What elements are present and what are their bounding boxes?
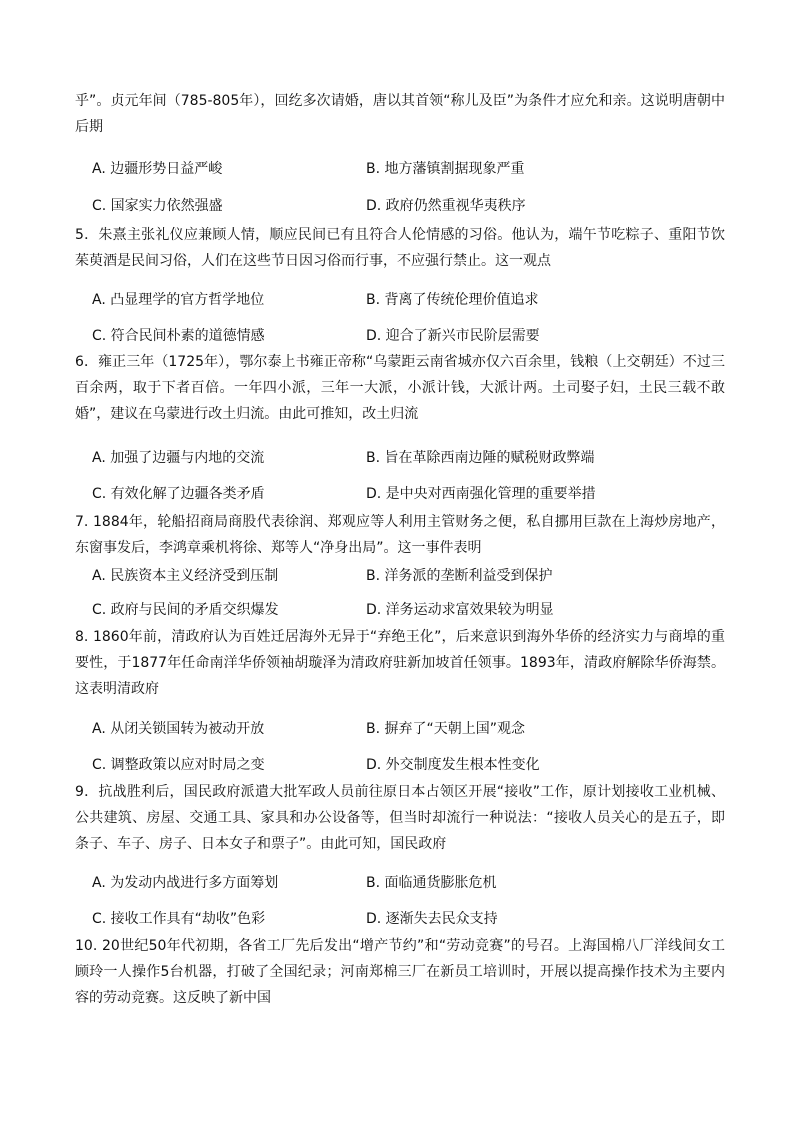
question-6-option-c: C. 有效化解了边疆各类矛盾 — [92, 486, 265, 502]
question-8-option-a: A. 从闭关锁国转为被动开放 — [92, 721, 265, 737]
question-5-option-c: C. 符合民间朴素的道德情感 — [92, 328, 265, 344]
question-9-stem: 9．抗战胜利后，国民政府派遣大批军政人员前往原日本占领区开展“接收”工作，原计划接收工业机械、公共建筑、房屋、交通工具、家具和办公设备等，但当时却流行一种说法：“接收人员关心的是五子，即条子、车子、房子、日本女子和票子”。由此可知，国民政府 — [75, 784, 725, 852]
question-8-option-d: D. 外交制度发生根本性变化 — [366, 757, 540, 773]
question-4-option-c: C. 国家实力依然强盛 — [92, 198, 223, 214]
question-6-option-b: B. 旨在革除西南边陲的赋税财政弊端 — [366, 450, 595, 466]
question-7-stem: 7. 1884年，轮船招商局商股代表徐润、郑观应等人利用主管财务之便，私自挪用巨款在上海炒房地产，东窗事发后，李鸿章乘机将徐、郑等人“净身出局”。这一事件表明 — [75, 514, 725, 556]
question-7-option-b: B. 洋务派的垄断利益受到保护 — [366, 568, 553, 584]
question-5-stem: 5．朱熹主张礼仪应兼顾人情，顺应民间已有且符合人伦情感的习俗。他认为，端午节吃粽子、重阳节饮茱萸酒是民间习俗，人们在这些节日因习俗而行事，不应强行禁止。这一观点 — [75, 227, 725, 269]
question-10-stem: 10. 20世纪50年代初期，各省工厂先后发出“增产节约”和“劳动竞赛”的号召。上海国棉八厂洋线间女工顾玲一人操作5台机器，打破了全国纪录；河南郑棉三厂在新员工培训时，开展以提高操作技术为主要内容的劳动竞赛。这反映了新中国 — [75, 938, 725, 1006]
question-9-option-c: C. 接收工作具有“劫收”色彩 — [92, 911, 266, 927]
question-5-option-b: B. 背离了传统伦理价值追求 — [366, 292, 539, 308]
question-7-option-d: D. 洋务运动求富效果较为明显 — [366, 602, 554, 618]
question-7-option-a: A. 民族资本主义经济受到压制 — [92, 568, 279, 584]
question-8-option-b: B. 摒弃了“天朝上国”观念 — [366, 721, 526, 737]
question-8-stem: 8. 1860年前，清政府认为百姓迁居海外无异于“弃绝王化”，后来意识到海外华侨的经济实力与商埠的重要性，于1877年任命南洋华侨领袖胡璇泽为清政府驻新加坡首任领事。1893年，清政府解除华侨海禁。这表明清政府 — [75, 629, 725, 697]
question-9-option-b: B. 面临通货膨胀危机 — [366, 875, 497, 891]
question-4-option-b: B. 地方藩镇割据现象严重 — [366, 161, 525, 177]
question-4-option-d: D. 政府仍然重视华夷秩序 — [366, 198, 526, 214]
question-4-stem-continuation: 乎”。贞元年间（785-805年），回纥多次请婚，唐以其首领“称儿及臣”为条件才应允和亲。这说明唐朝中后期 — [75, 93, 725, 135]
question-5-option-d: D. 迎合了新兴市民阶层需要 — [366, 328, 540, 344]
question-9-option-d: D. 逐渐失去民众支持 — [366, 911, 498, 927]
question-6-stem: 6．雍正三年（1725年），鄂尔泰上书雍正帝称“乌蒙距云南省城亦仅六百余里，钱粮（上交朝廷）不过三百余两，取于下者百倍。一年四小派，三年一大派，小派计钱，大派计两。土司娶子妇，土民三载不敢婚”，建议在乌蒙进行改土归流。由此可推知，改土归流 — [75, 354, 725, 422]
question-8-option-c: C. 调整政策以应对时局之变 — [92, 757, 265, 773]
question-9-option-a: A. 为发动内战进行多方面筹划 — [92, 875, 279, 891]
question-4-option-a: A. 边疆形势日益严峻 — [92, 161, 223, 177]
question-5-option-a: A. 凸显理学的官方哲学地位 — [92, 292, 265, 308]
question-6-option-a: A. 加强了边疆与内地的交流 — [92, 450, 265, 466]
question-7-option-c: C. 政府与民间的矛盾交织爆发 — [92, 602, 279, 618]
question-6-option-d: D. 是中央对西南强化管理的重要举措 — [366, 486, 596, 502]
